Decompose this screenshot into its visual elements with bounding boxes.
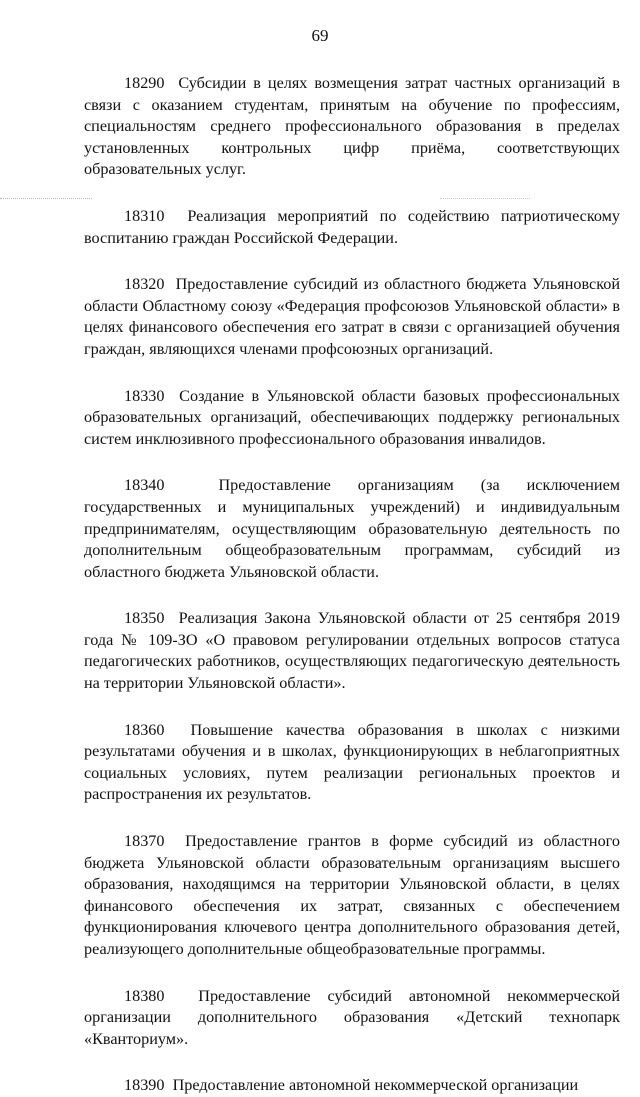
paragraph-text: Предоставление организациям (за исключением государственных и муниципальных учреждений) и индивидуальным предпринимателям, осуществляющим образовательную деятельность по дополнительным общеобразовательным программам, субсидий из областного бюджета Ульяновской области. — [84, 476, 620, 581]
paragraph-code: 18310 — [124, 206, 165, 225]
paragraph-18290 — [84, 73, 620, 181]
paragraph-code: 18290 — [124, 74, 165, 92]
paragraph-text: Предоставление автономной некоммерческой организации — [172, 1076, 579, 1095]
document-body — [84, 73, 620, 1097]
paragraph-18360 — [84, 720, 620, 806]
paragraph-18380 — [84, 986, 620, 1051]
paragraph-18330 — [84, 386, 620, 451]
paragraph-18370 — [84, 831, 620, 961]
paragraph-18350 — [84, 608, 620, 694]
page-number: 69 — [311, 26, 329, 45]
paragraph-code: 18350 — [124, 609, 165, 628]
paragraph-code: 18330 — [124, 386, 165, 405]
paragraph-text: Реализация Закона Ульяновской области от 25 сентября 2019 года № 109-ЗО «О правовом регулировании отдельных вопросов статуса педагогических работников, осуществляющих педагогическую деятельность на территории Ульяновской области». — [84, 609, 620, 693]
paragraph-code: 18360 — [124, 720, 165, 739]
scan-artifact-dotted-line — [0, 198, 92, 199]
paragraph-text: Создание в Ульяновской области базовых профессиональных образовательных организаций, обеспечивающих поддержку региональных систем инклюзивного профессионального образования инвалидов. — [84, 386, 620, 448]
paragraph-code: 18370 — [124, 832, 165, 851]
paragraph-code: 18340 — [124, 476, 165, 495]
paragraph-text: Реализация мероприятий по содействию патриотическому воспитанию граждан Российской Федерации. — [84, 206, 621, 247]
paragraph-text: Предоставление субсидий из областного бюджета Ульяновской области Областному союзу «Федерация профсоюзов Ульяновской области» в целях финансового обеспечения его затрат в связи с организацией обучения граждан, являющихся членами профсоюзных организаций. — [84, 275, 620, 358]
paragraph-18340 — [84, 475, 620, 583]
paragraph-text: Предоставление субсидий автономной некоммерческой организации дополнительного образования «Детский технопарк «Кванториум». — [84, 986, 620, 1048]
paragraph-18320 — [84, 274, 620, 360]
paragraph-text: Субсидии в целях возмещения затрат частных организаций в связи с оказанием студентам, принятым на обучение по профессиям, специальностям среднего профессионального образования в пределах установленных контрольных цифр приёма, соответствующих образовательных услуг. — [84, 74, 620, 179]
paragraph-text: Повышение качества образования в школах с низкими результатами обучения и в школах, функционирующих в неблагоприятных социальных условиях, путем реализации региональных проектов и распространения их результатов. — [84, 720, 620, 804]
paragraph-18310 — [84, 206, 620, 249]
paragraph-text: Предоставление грантов в форме субсидий из областного бюджета Ульяновской области образовательным организациям высшего образования, находящимся на территории Ульяновской области, в целях финансового обеспечения их затрат, связанных с обеспечением функционирования ключевого центра дополнительного образования детей, реализующего дополнительные общеобразовательные программы. — [84, 832, 620, 958]
paragraph-code: 18390 — [124, 1076, 165, 1095]
paragraph-code: 18380 — [124, 986, 165, 1005]
paragraph-18390 — [84, 1075, 620, 1097]
paragraph-code: 18320 — [124, 275, 165, 294]
